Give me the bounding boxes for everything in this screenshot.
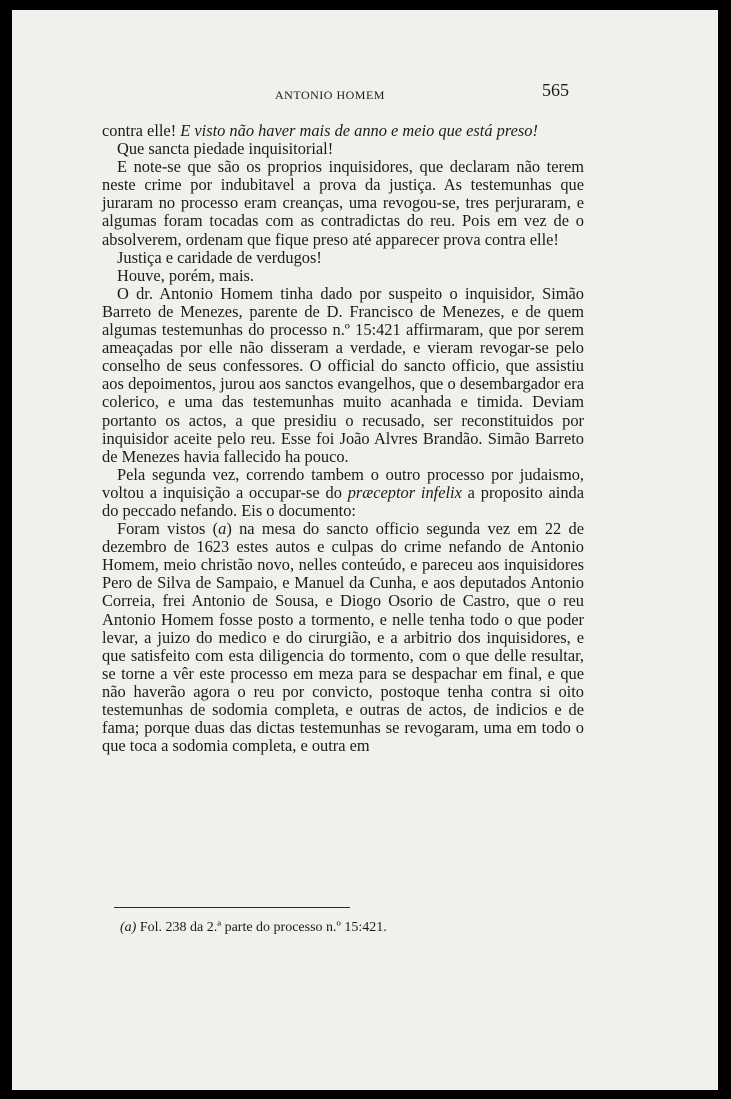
paragraph-text: Pela segunda vez, correndo tambem o outro processo por judaismo, voltou a inquisição a occupar-se do <box>102 464 584 502</box>
footnote-text: Fol. 238 da 2.ª parte do processo n.º 15:421. <box>136 920 387 935</box>
paragraph: Que sancta piedade inquisitorial! <box>117 139 334 159</box>
paragraph-text: contra elle! <box>102 121 181 140</box>
footnote-reference: a <box>218 519 227 539</box>
italic-text: E visto não haver mais de anno e meio que está preso! <box>180 121 538 140</box>
paragraph: E note-se que são os proprios inquisidores, que declaram não terem neste crime por indubitavel a prova da justiça. As testemunhas que juraram no processo eram creanças, uma revogou-se, tres perjuraram, e algumas foram tocadas com as contradictas do reu. Pois em vez de o absolverem, ordenam que fique preso até apparecer prova contra elle! <box>102 157 584 249</box>
book-page <box>12 10 718 1090</box>
paragraph: Houve, porém, mais. <box>117 265 255 285</box>
footnote-mark: (a) <box>120 920 137 935</box>
paragraph-text: Foram vistos ( <box>117 519 219 539</box>
italic-text: præceptor infelix <box>347 482 462 502</box>
page-number: 565 <box>542 80 569 100</box>
paragraph <box>102 122 584 140</box>
footnote <box>120 920 387 936</box>
paragraph: O dr. Antonio Homem tinha dado por suspeito o inquisidor, Simão Barreto de Menezes, parente de D. Francisco de Menezes, e de quem algumas testemunhas do processo n.º 15:421 affirmaram, que por serem ameaçadas por elle não disseram a verdade, e vieram revogar-se pelo conselho de seus confessores. O official do sancto officio, que assistiu aos depoimentos, jurou aos sanctos evangelhos, que o desembargador era colerico, e uma das testemunhas muito acanhada e timida. Deviam portanto os actos, a que presidiu o recusado, ser reconstituidos por inquisidor aceite pelo reu. Esse foi João Alvres Brandão. Simão Barreto de Menezes havia fallecido ha pouco. <box>102 283 584 466</box>
running-title: ANTONIO HOMEM <box>275 88 385 102</box>
paragraph-text: ) na mesa do sancto officio segunda vez em 22 de dezembro de 1623 estes autos e culpas do crime nefando de Antonio Homem, meio christão novo, nelles conteúdo, e pareceu aos inquisidores Pero de Silva de Sampaio, e Manuel da Cunha, e aos deputados Antonio Correia, frei Antonio de Sousa, e Diogo Osorio de Castro, que o reu Antonio Homem fosse posto a tormento, e nelle tenha todo o que poder levar, a juizo do medico e do cirurgião, e a arbitrio dos inquisidores, e que satisfeito com esta diligencia do tormento, com o que delle resultar, se torne a vêr este processo em meza para se despachar em final, e que não haverão agora o reu por convicto, postoque tenha contra si oito testemunhas de sodomia completa, e outras de actos, de indicios e de fama; porque duas das dictas testemunhas se revogaram, uma em todo o que toca a sodomia completa, e outra em <box>102 519 584 756</box>
body-text <box>102 122 584 755</box>
paragraph <box>102 520 584 755</box>
paragraph: Justiça e caridade de verdugos! <box>117 247 322 267</box>
paragraph-text: a proposito ainda do peccado nefando. Eis o documento: <box>102 482 584 520</box>
footnote-rule <box>114 907 350 908</box>
paragraph <box>102 466 584 520</box>
